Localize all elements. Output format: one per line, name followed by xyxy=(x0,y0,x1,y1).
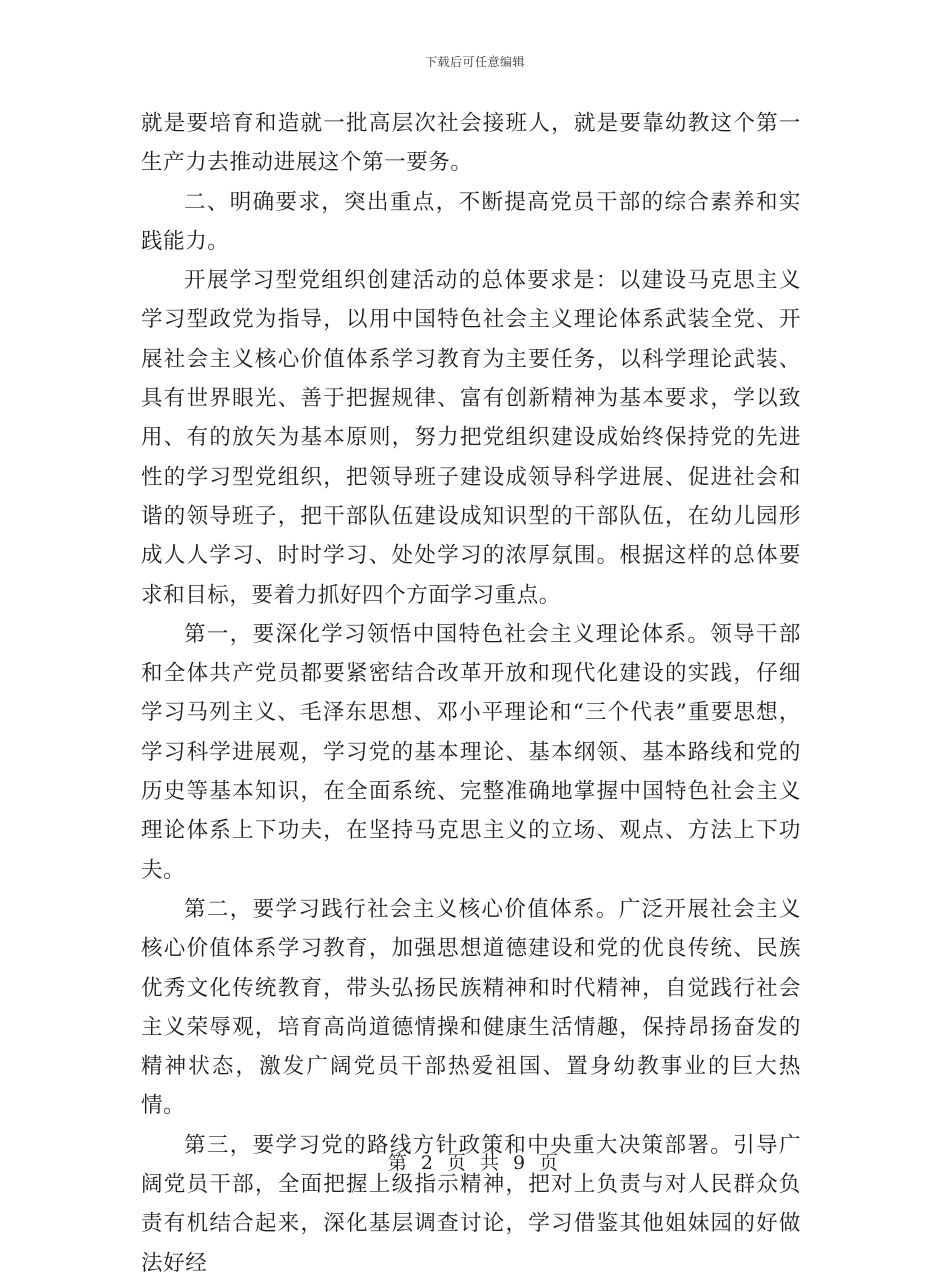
paragraph: 第一，要深化学习领悟中国特色社会主义理论体系。领导干部和全体共产党员都要紧密结合改革开放和现代化建设的实践，仔细学习马列主义、毛泽东思想、邓小平理论和“三个代表”重要思想，学习科学进展观，学习党的基本理论、基本纲领、基本路线和党的历史等基本知识，在全面系统、完整准确地掌握中国特色社会主义理论体系上下功夫，在坚持马克思主义的立场、观点、方法上下功夫。 xyxy=(141,621,801,883)
paragraph: 第三，要学习党的路线方针政策和中央重大决策部署。引导广阔党员干部，全面把握上级指示精神，把对上负责与对人民群众负责有机结合起来，深化基层调查讨论，学习借鉴其他姐妹园的好做法好经 xyxy=(141,1132,801,1276)
page-header: 下载后可任意编辑 xyxy=(424,55,525,69)
paragraph: 开展学习型党组织创建活动的总体要求是：以建设马克思主义学习型政党为指导，以用中国特色社会主义理论体系武装全党、开展社会主义核心价值体系学习教育为主要任务，以科学理论武装、具有世界眼光、善于把握规律、富有创新精神为基本要求，学以致用、有的放矢为基本原则，努力把党组织建设成始终保持党的先进性的学习型党组织，把领导班子建设成领导科学进展、促进社会和谐的领导班子，把干部队伍建设成知识型的干部队伍，在幼儿园形成人人学习、时时学习、处处学习的浓厚氛围。根据这样的总体要求和目标，要着力抓好四个方面学习重点。 xyxy=(141,268,801,608)
paragraph: 第二，要学习践行社会主义核心价值体系。广泛开展社会主义核心价值体系学习教育，加强思想道德建设和党的优良传统、民族优秀文化传统教育，带头弘扬民族精神和时代精神，自觉践行社会主义荣辱观，培育高尚道德情操和健康生活情趣，保持昂扬奋发的精神状态，激发广阔党员干部热爱祖国、置身幼教事业的巨大热情。 xyxy=(141,896,801,1119)
paragraph: 二、明确要求，突出重点，不断提高党员干部的综合素养和实践能力。 xyxy=(141,189,801,254)
document-body xyxy=(141,104,801,1283)
paragraph: 就是要培育和造就一批高层次社会接班人，就是要靠幼教这个第一生产力去推动进展这个第一要务。 xyxy=(141,111,801,176)
page-footer: 第 2 页 共 9 页 xyxy=(387,1152,563,1174)
